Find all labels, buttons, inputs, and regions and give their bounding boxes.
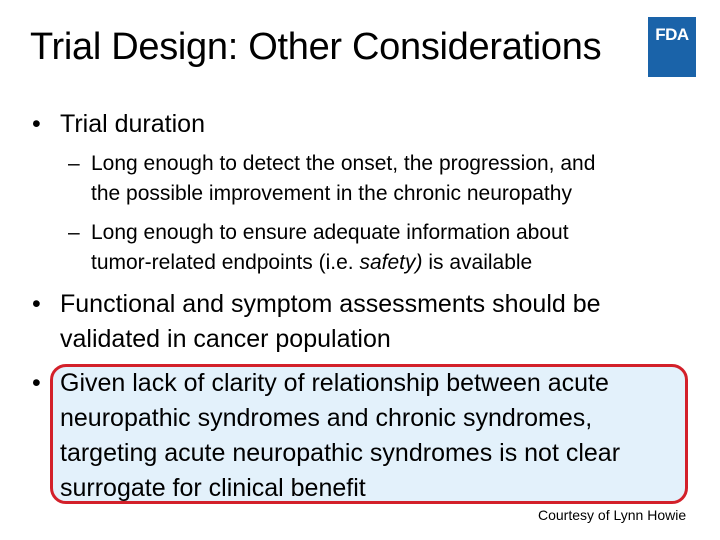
bullet-marker: • (32, 369, 41, 397)
sub-bullet-1-line-1: Long enough to detect the onset, the progression, and (91, 152, 596, 175)
sub-bullet-2-line-1: Long enough to ensure adequate information about (91, 221, 569, 244)
bullet-3-line-1: Given lack of clarity of relationship between acute (60, 369, 609, 397)
slide-title: Trial Design: Other Considerations (30, 26, 602, 68)
bullet-2-line-1: Functional and symptom assessments should be (60, 290, 601, 318)
bullet-trial-duration: Trial duration (60, 110, 205, 138)
sub-bullet-2-line-2-pre: tumor-related endpoints (i.e. (91, 251, 360, 274)
bullet-3-line-3: targeting acute neuropathic syndromes is not clear (60, 439, 621, 467)
sub-bullet-2-line-2-emphasis: safety) (359, 251, 423, 274)
bullet-marker: • (32, 110, 41, 138)
bullet-marker: • (32, 290, 41, 318)
sub-bullet-marker: – (68, 152, 80, 175)
fda-logo-text: FDA (655, 25, 689, 44)
bullet-2-line-2: validated in cancer population (60, 325, 391, 353)
sub-bullet-2-line-2 (91, 248, 532, 278)
sub-bullet-marker: – (68, 221, 80, 244)
credit-text: Courtesy of Lynn Howie (538, 507, 687, 523)
sub-bullet-2-line-2-post: is available (422, 251, 533, 274)
bullet-3-line-2: neuropathic syndromes and chronic syndromes, (60, 404, 593, 432)
bullet-3-line-4: surrogate for clinical benefit (60, 474, 366, 502)
fda-logo (648, 17, 696, 77)
sub-bullet-1-line-2: the possible improvement in the chronic neuropathy (91, 182, 572, 205)
